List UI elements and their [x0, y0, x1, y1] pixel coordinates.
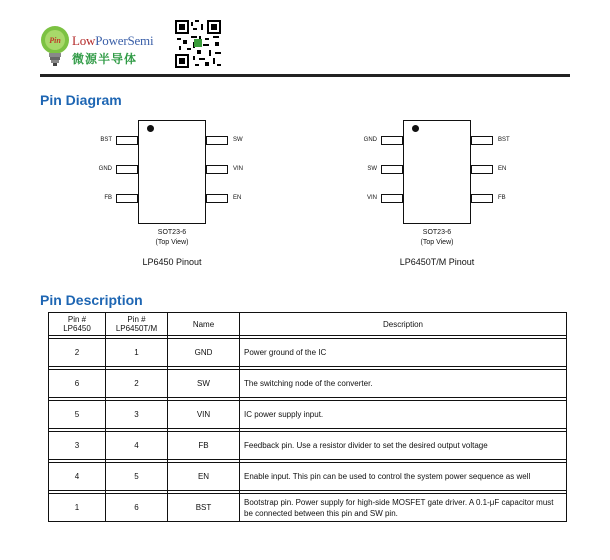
- package-type: SOT23-6: [422, 229, 452, 236]
- header: [0, 0, 610, 82]
- package-lp6450: [50, 120, 350, 290]
- cell-name: VIN: [168, 401, 240, 429]
- pin-label: VIN: [233, 166, 244, 172]
- pin-label: EN: [498, 166, 507, 172]
- cell-pin-lp6450: 5: [49, 401, 106, 429]
- table-header-row: [49, 313, 567, 336]
- company-name-low: Low: [72, 33, 96, 48]
- cell-description: IC power supply input.: [240, 401, 567, 429]
- header-description: Description: [240, 313, 567, 336]
- lightbulb-logo-icon: [40, 24, 70, 68]
- pin-label: GND: [98, 166, 112, 172]
- table-row: [49, 370, 567, 398]
- logo-badge: Pin: [49, 36, 61, 45]
- cell-pin-lp6450: 1: [49, 494, 106, 522]
- pin-lead: [206, 165, 228, 174]
- pin-lead: [381, 194, 403, 203]
- cell-pin-lp6450tm: 1: [106, 339, 168, 367]
- cell-pin-lp6450: 2: [49, 339, 106, 367]
- pin-label: SW: [233, 137, 243, 143]
- cell-pin-lp6450tm: 6: [106, 494, 168, 522]
- header-pin-label: Pin #: [67, 315, 87, 324]
- header-part-label: LP6450T/M: [115, 324, 158, 333]
- package-caption: LP6450 Pinout: [142, 257, 202, 267]
- cell-description: Feedback pin. Use a resistor divider to set the desired output voltage: [240, 432, 567, 460]
- pin-lead: [116, 136, 138, 145]
- pin-label: FB: [498, 195, 506, 201]
- qr-code-icon: [175, 20, 221, 68]
- pin-lead: [471, 165, 493, 174]
- pin-lead: [206, 136, 228, 145]
- cell-description: Bootstrap pin. Power supply for high-side MOSFET gate driver. A 0.1-μF capacitor must be connected between this pin and SW pin.: [240, 494, 567, 522]
- cell-name: EN: [168, 463, 240, 491]
- header-pin-label: Pin #: [127, 315, 146, 324]
- package-type: SOT23-6: [157, 229, 187, 236]
- cell-pin-lp6450tm: 5: [106, 463, 168, 491]
- pin-label: BST: [498, 137, 510, 143]
- cell-pin-lp6450tm: 2: [106, 370, 168, 398]
- header-divider: [40, 74, 570, 77]
- company-name-english: [72, 33, 153, 49]
- cell-description: The switching node of the converter.: [240, 370, 567, 398]
- company-name-rest: PowerSemi: [95, 33, 154, 48]
- cell-description: Power ground of the IC: [240, 339, 567, 367]
- header-pin-lp6450tm: [106, 313, 168, 336]
- pin-label: EN: [233, 195, 242, 201]
- header-part-label: LP6450: [63, 324, 91, 333]
- cell-name: GND: [168, 339, 240, 367]
- pin1-marker-icon: [412, 125, 419, 132]
- pin-label: VIN: [366, 195, 377, 201]
- table-row: [49, 494, 567, 522]
- table-row: [49, 401, 567, 429]
- table-row: [49, 339, 567, 367]
- pin-label: SW: [367, 166, 377, 172]
- table-row: [49, 463, 567, 491]
- cell-pin-lp6450: 3: [49, 432, 106, 460]
- section-title-pin-diagram: Pin Diagram: [40, 92, 122, 108]
- pin1-marker-icon: [147, 125, 154, 132]
- cell-pin-lp6450tm: 3: [106, 401, 168, 429]
- section-title-pin-description: Pin Description: [40, 292, 143, 308]
- pin-label: BST: [100, 137, 112, 143]
- package-view: (Top View): [420, 239, 454, 246]
- pin-label: GND: [363, 137, 377, 143]
- pin-lead: [471, 194, 493, 203]
- pin-lead: [206, 194, 228, 203]
- header-name: Name: [168, 313, 240, 336]
- pin-lead: [471, 136, 493, 145]
- cell-pin-lp6450: 4: [49, 463, 106, 491]
- pin-lead: [116, 194, 138, 203]
- cell-name: SW: [168, 370, 240, 398]
- cell-pin-lp6450: 6: [49, 370, 106, 398]
- pin-label: FB: [104, 195, 112, 201]
- package-caption: LP6450T/M Pinout: [399, 257, 475, 267]
- package-body: [138, 120, 206, 224]
- cell-description: Enable input. This pin can be used to control the system power sequence as well: [240, 463, 567, 491]
- header-pin-lp6450: [49, 313, 106, 336]
- company-name-chinese: 微源半导体: [72, 52, 138, 66]
- cell-pin-lp6450tm: 4: [106, 432, 168, 460]
- package-lp6450tm: [315, 120, 610, 290]
- table-row: [49, 432, 567, 460]
- pin-lead: [116, 165, 138, 174]
- package-view: (Top View): [155, 239, 189, 246]
- cell-name: BST: [168, 494, 240, 522]
- package-body: [403, 120, 471, 224]
- pin-description-table: [48, 312, 567, 522]
- pin-lead: [381, 136, 403, 145]
- cell-name: FB: [168, 432, 240, 460]
- pin-lead: [381, 165, 403, 174]
